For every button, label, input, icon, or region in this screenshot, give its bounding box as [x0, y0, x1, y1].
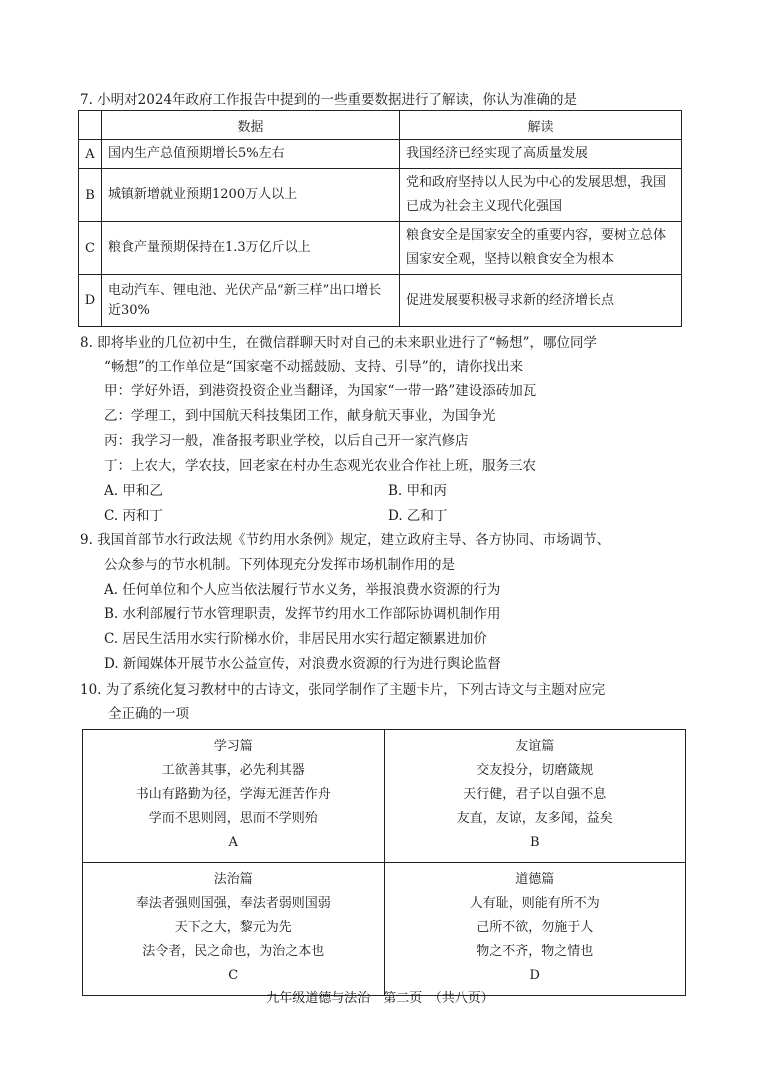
q10-card-table — [82, 729, 686, 996]
q7-option-label: B — [79, 169, 102, 222]
table-row — [79, 140, 682, 169]
q7-data-cell: 国内生产总值预期增长5%左右 — [102, 140, 400, 169]
q10-card-line: 法令者，民之命也，为治之本也 — [142, 944, 325, 959]
q7-option-label: A — [79, 140, 102, 169]
q8-statement-jia: 甲：学好外语，到港资投资企业当翻译，为国家“一带一路”建设添砖加瓦 — [104, 383, 537, 399]
q10-card-a — [83, 730, 385, 863]
q7-header-data: 数据 — [102, 111, 400, 140]
q7-interp-cell: 我国经济已经实现了高质量发展 — [400, 140, 682, 169]
q9-option-b: B. 水利部履行节水管理职责，发挥节约用水工作部际协调机制作用 — [104, 606, 501, 622]
q7-data-cell: 粮食产量预期保持在1.3万亿斤以上 — [102, 222, 400, 275]
q8-statement-yi: 乙：学理工，到中国航天科技集团工作，献身航天事业，为国争光 — [104, 408, 496, 424]
table-row — [79, 169, 682, 222]
q10-card-label: D — [529, 968, 540, 983]
q10-card-label: B — [529, 835, 540, 850]
q9-stem-line1: 9. 我国首部节水行政法规《节约用水条例》规定，建立政府主导、各方协同、市场调节、 — [80, 532, 611, 548]
q9-option-a: A. 任何单位和个人应当依法履行节水义务，举报浪费水资源的行为 — [104, 582, 501, 598]
q10-card-line: 学而不思则罔，思而不学则殆 — [148, 811, 318, 826]
q10-card-c — [83, 863, 385, 996]
q10-card-title: 道德篇 — [515, 872, 555, 887]
q10-stem-line2: 全正确的一项 — [108, 706, 189, 722]
q10-card-title: 友谊篇 — [515, 739, 555, 754]
q8-stem-line1: 8. 即将毕业的几位初中生，在微信群聊天时对自己的未来职业进行了“畅想”，哪位同学 — [80, 335, 597, 351]
table-row — [79, 275, 682, 327]
q7-option-label: C — [79, 222, 102, 275]
q7-data-cell: 电动汽车、锂电池、光伏产品“新三样”出口增长近30% — [102, 275, 400, 327]
q9-option-c: C. 居民生活用水实行阶梯水价，非居民用水实行超定额累进加价 — [104, 631, 487, 647]
q8-option-d: D. 乙和丁 — [388, 508, 448, 524]
q10-card-label: A — [228, 835, 238, 850]
q10-card-line: 交友投分，切磨箴规 — [476, 763, 594, 778]
q7-header-row — [79, 111, 682, 140]
q7-table — [78, 110, 682, 327]
q8-option-a: A. 甲和乙 — [104, 483, 163, 499]
q8-statement-ding: 丁：上农大，学农技，回老家在村办生态观光农业合作社上班，服务三农 — [104, 458, 536, 474]
q10-stem-line1: 10. 为了系统化复习教材中的古诗文，张同学制作了主题卡片，下列古诗文与主题对应完 — [80, 682, 606, 698]
q10-card-line: 友直，友谅，友多闻，益矣 — [456, 811, 613, 826]
q10-card-line: 人有耻，则能有所不为 — [469, 896, 600, 911]
q10-card-title: 学习篇 — [213, 739, 253, 754]
q10-card-line: 工欲善其事，必先利其器 — [161, 763, 305, 778]
q7-header-blank — [79, 111, 102, 140]
q7-header-interp: 解读 — [400, 111, 682, 140]
q10-card-line: 己所不欲，勿施于人 — [476, 920, 594, 935]
q10-card-title: 法治篇 — [213, 872, 253, 887]
q7-interp-cell: 促进发展要积极寻求新的经济增长点 — [400, 275, 682, 327]
page-footer: 九年级道德与法治 第二页 （共八页） — [266, 991, 494, 1006]
q7-option-label: D — [79, 275, 102, 327]
q7-interp-cell: 粮食安全是国家安全的重要内容，要树立总体国家安全观，坚持以粮食安全为根本 — [400, 222, 682, 275]
q10-card-d — [384, 863, 686, 996]
q8-option-b: B. 甲和丙 — [388, 483, 448, 499]
q7-interp-cell: 党和政府坚持以人民为中心的发展思想，我国已成为社会主义现代化强国 — [400, 169, 682, 222]
q10-card-label: C — [228, 968, 239, 983]
q9-stem-line2: 公众参与的节水机制。下列体现充分发挥市场机制作用的是 — [104, 557, 455, 573]
q8-option-c: C. 丙和丁 — [104, 508, 163, 524]
q10-card-line: 书山有路勤为径，学海无涯苦作舟 — [135, 787, 331, 802]
q8-statement-bing: 丙：我学习一般，准备报考职业学校，以后自己开一家汽修店 — [104, 433, 469, 449]
q10-card-line: 奉法者强则国强，奉法者弱则国弱 — [135, 896, 331, 911]
q10-card-b — [384, 730, 686, 863]
q8-stem-line2: “畅想”的工作单位是“国家毫不动摇鼓励、支持、引导”的，请你找出来 — [104, 359, 524, 375]
table-row — [79, 222, 682, 275]
q10-card-line: 物之不齐，物之情也 — [476, 944, 594, 959]
q10-card-line: 天行健，君子以自强不息 — [463, 787, 607, 802]
q10-card-line: 天下之大，黎元为先 — [174, 920, 292, 935]
q7-stem: 7. 小明对2024年政府工作报告中提到的一些重要数据进行了解读，你认为准确的是 — [80, 92, 578, 108]
q7-data-cell: 城镇新增就业预期1200万人以上 — [102, 169, 400, 222]
q9-option-d: D. 新闻媒体开展节水公益宣传，对浪费水资源的行为进行舆论监督 — [104, 656, 501, 672]
